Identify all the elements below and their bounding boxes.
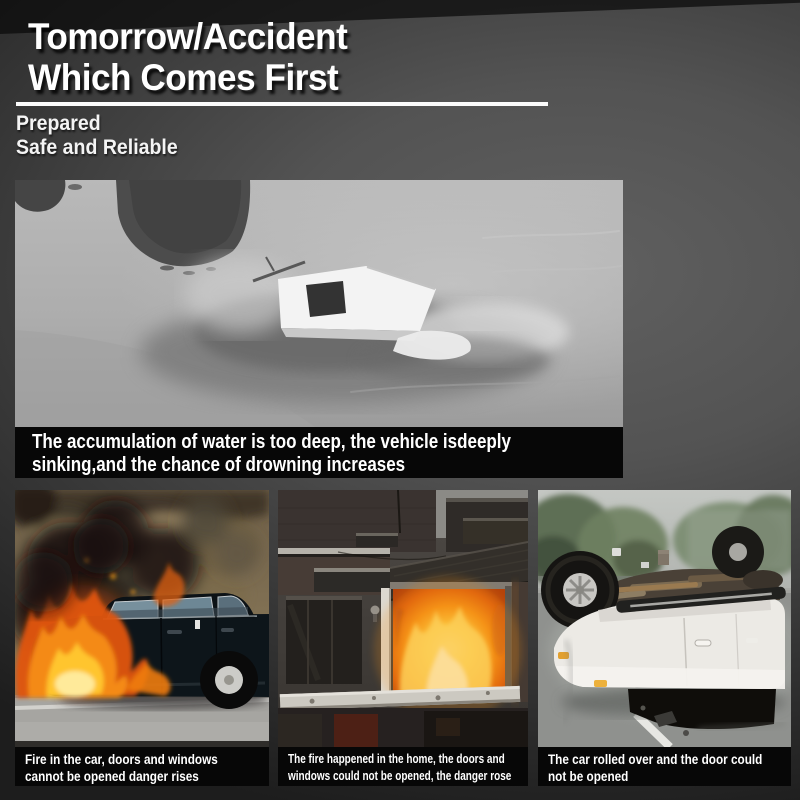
scenario-rollover: [538, 490, 791, 786]
scenario2-caption-line-1: The fire happened in the home, the doors and: [288, 752, 505, 766]
scenario-house-fire: [278, 490, 528, 786]
title-line-1: Tomorrow/Accident: [28, 16, 348, 57]
flooded-car-photo: [15, 180, 623, 427]
hero-photo-flooded-car: [15, 180, 623, 478]
title-line-2: Which Comes First: [28, 57, 339, 98]
house-fire-photo: [278, 490, 528, 747]
scenario1-caption-line-1: Fire in the car, doors and windows: [25, 751, 218, 767]
lower-storey: [278, 708, 528, 747]
scenario-car-fire: [15, 490, 269, 786]
scenario-caption: [278, 747, 528, 786]
hero-caption: [15, 427, 623, 478]
page-subtitle: [16, 112, 178, 160]
hero-caption-line-1: The accumulation of water is too deep, the vehicle isdeeply: [32, 431, 511, 453]
car-on-fire-photo: [15, 490, 269, 747]
title-divider: [16, 102, 548, 106]
page-title: [28, 16, 347, 98]
overturned-car-photo: [538, 490, 791, 747]
scenario2-caption-line-2: windows could not be opened, the danger rose: [288, 769, 512, 783]
scenario-caption: [538, 747, 791, 786]
scenario-caption: [15, 747, 269, 786]
scenario1-caption-line-2: cannot be opened danger rises: [25, 768, 199, 784]
subtitle-line-1: Prepared: [16, 112, 101, 135]
scenario3-caption-line-1: The car rolled over and the door could: [548, 751, 763, 767]
subtitle-line-2: Safe and Reliable: [16, 136, 178, 159]
hero-caption-line-2: sinking,and the chance of drowning increases: [32, 454, 406, 476]
scenario3-caption-line-2: not be opened: [548, 768, 629, 784]
